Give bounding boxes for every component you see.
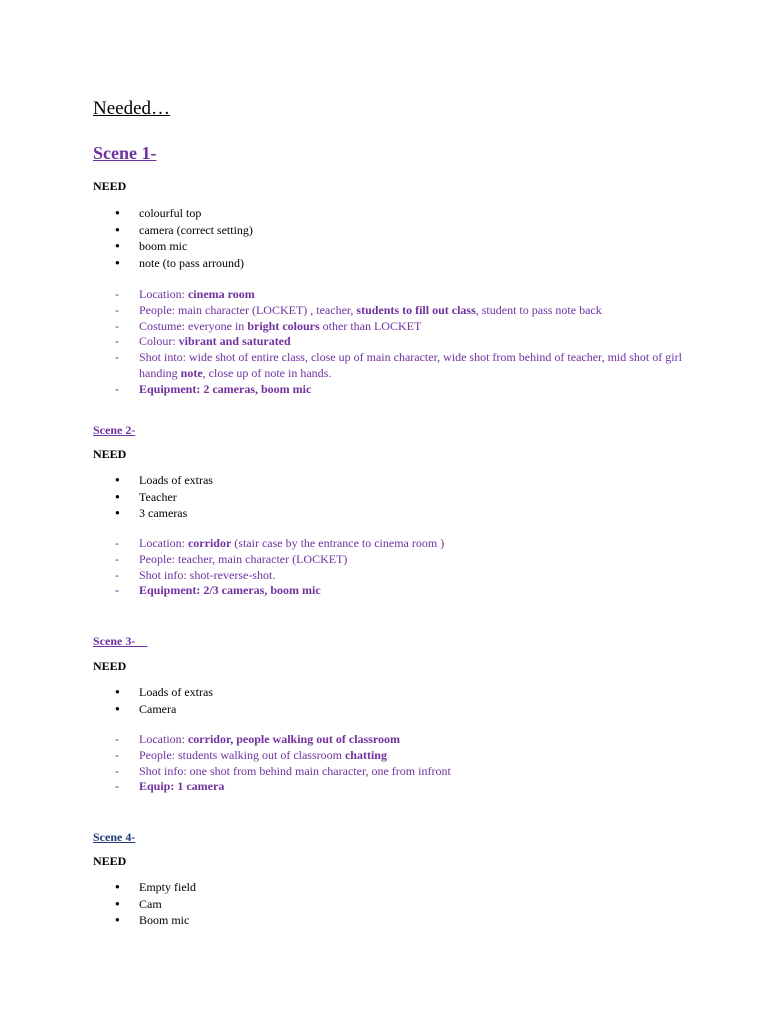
list-item: ● Teacher bbox=[115, 489, 177, 504]
bullet-icon: ● bbox=[115, 208, 120, 217]
bullet-icon: ● bbox=[115, 475, 120, 484]
list-item: ● 3 cameras bbox=[115, 506, 188, 520]
detail-people: - People: teacher, main character (LOCKET) bbox=[115, 551, 348, 566]
list-item: ● boom mic bbox=[115, 239, 188, 253]
list-item: ● Boom mic bbox=[115, 913, 190, 927]
list-item: ● Loads of extras bbox=[115, 685, 213, 699]
page-title: Needed… bbox=[93, 98, 171, 119]
scene-3-need-label: NEED bbox=[93, 659, 127, 673]
list-item: ● camera (correct setting) bbox=[115, 222, 253, 237]
detail-location: - Location: cinema room bbox=[115, 287, 255, 301]
detail-equipment: - Equip: 1 camera bbox=[115, 779, 225, 794]
bullet-icon: ● bbox=[115, 491, 120, 501]
detail-location: - Location: corridor (stair case by the entrance to cinema room ) bbox=[115, 536, 445, 550]
scene-1-need-label: NEED bbox=[93, 179, 127, 193]
list-item: ● Loads of extras bbox=[115, 473, 213, 487]
scene-2-heading: Scene 2- bbox=[93, 423, 136, 437]
bullet-icon: ● bbox=[115, 882, 120, 891]
list-item: ● Empty field bbox=[115, 880, 196, 894]
scene-1-heading: Scene 1- bbox=[93, 143, 157, 163]
scene-3-details bbox=[93, 732, 683, 795]
detail-equipment: - Equipment: 2 cameras, boom mic bbox=[115, 381, 312, 396]
scene-1-details bbox=[93, 287, 683, 398]
detail-shot: - Shot info: one shot from behind main character, one from infront bbox=[115, 763, 451, 778]
list-item: ● note (to pass arround) bbox=[115, 255, 244, 270]
scene-2-need-list bbox=[93, 472, 213, 522]
scene-1-need-list bbox=[93, 205, 253, 271]
scene-4-need-list bbox=[93, 879, 196, 929]
scene-3-heading: Scene 3- bbox=[93, 634, 136, 648]
bullet-icon: ● bbox=[115, 687, 120, 696]
detail-shot: - Shot into: wide shot of entire class, close up of main character, wide shot from behind of teacher, mid shot of girl handing note, close up of note in hands. bbox=[115, 350, 682, 380]
detail-shot: - Shot info: shot-reverse-shot. bbox=[115, 567, 276, 582]
list-item: ● Cam bbox=[115, 896, 162, 911]
bullet-icon: ● bbox=[115, 703, 120, 713]
scene-3-need-list bbox=[93, 684, 213, 717]
scene-2-details bbox=[93, 536, 683, 599]
detail-costume: - Costume: everyone in bright colours other than LOCKET bbox=[115, 318, 422, 333]
detail-colour: - Colour: vibrant and saturated bbox=[115, 334, 291, 349]
detail-equipment: - Equipment: 2/3 cameras, boom mic bbox=[115, 583, 321, 598]
list-item: ● Camera bbox=[115, 701, 177, 716]
list-item: ● colourful top bbox=[115, 206, 202, 220]
bullet-icon: ● bbox=[115, 257, 120, 267]
scene-2-need-label: NEED bbox=[93, 447, 127, 461]
detail-people: - People: students walking out of classroom chatting bbox=[115, 747, 387, 762]
bullet-icon: ● bbox=[115, 898, 120, 908]
detail-people: - People: main character (LOCKET) , teacher, students to fill out class, student to pass note back bbox=[115, 302, 602, 317]
scene-4-heading: Scene 4- bbox=[93, 830, 136, 844]
scene-4-need-label: NEED bbox=[93, 854, 127, 868]
bullet-icon: ● bbox=[115, 224, 120, 234]
bullet-icon: ● bbox=[115, 915, 120, 924]
bullet-icon: ● bbox=[115, 508, 120, 517]
bullet-icon: ● bbox=[115, 241, 120, 250]
detail-location: - Location: corridor, people walking out of classroom bbox=[115, 732, 400, 746]
